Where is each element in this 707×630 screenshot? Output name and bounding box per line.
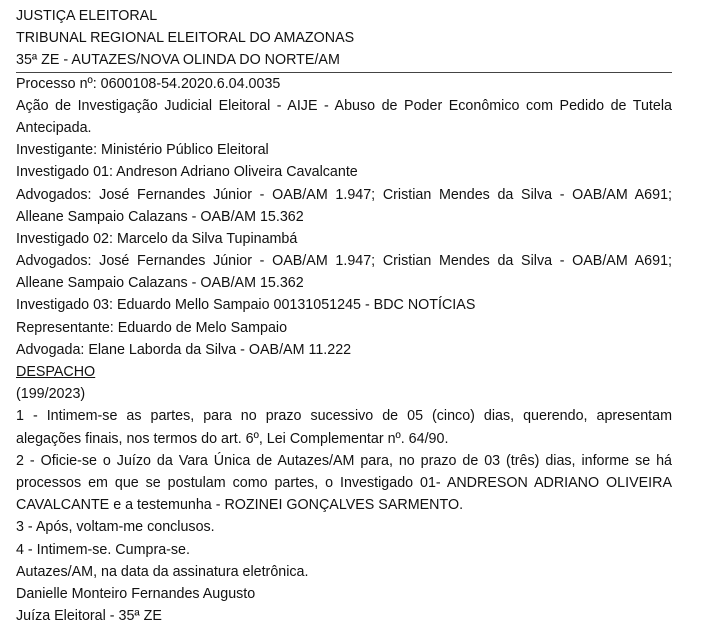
header-tribunal-name: TRIBUNAL REGIONAL ELEITORAL DO AMAZONAS	[16, 30, 355, 47]
item-1-line-1: 1 - Intimem-se as partes, para no prazo sucessivo de 05 (cinco) dias, querendo, apresentam	[16, 408, 672, 425]
investigado-03: Investigado 03: Eduardo Mello Sampaio 00131051245 - BDC NOTÍCIAS	[16, 297, 476, 314]
item-4: 4 - Intimem-se. Cumpra-se.	[16, 541, 190, 558]
place-and-date: Autazes/AM, na data da assinatura eletrônica.	[16, 563, 309, 580]
item-3: 3 - Após, voltam-me conclusos.	[16, 519, 215, 536]
representante: Representante: Eduardo de Melo Sampaio	[16, 319, 288, 336]
investigante: Investigante: Ministério Público Eleitoral	[16, 142, 269, 159]
item-2-line-2: processos em que se postulam como partes, o Investigado 01- ANDRESON ADRIANO OLIVEIRA	[16, 474, 672, 491]
advogados-02-line-1: Advogados: José Fernandes Júnior - OAB/AM 1.947; Cristian Mendes da Silva - OAB/AM A691;	[16, 253, 672, 270]
item-1-line-2: alegações finais, nos termos do art. 6º, Lei Complementar nº. 64/90.	[16, 430, 449, 447]
header-court-name: JUSTIÇA ELEITORAL	[16, 8, 158, 24]
despacho-title: DESPACHO	[16, 364, 96, 380]
advogados-02-line-2: Alleane Sampaio Calazans - OAB/AM 15.362	[16, 275, 304, 292]
header-zone-name: 35ª ZE - AUTAZES/NOVA OLINDA DO NORTE/AM	[16, 52, 340, 69]
despacho-number: (199/2023)	[16, 386, 86, 403]
investigado-02: Investigado 02: Marcelo da Silva Tupinambá	[16, 230, 298, 247]
action-type-line-1: Ação de Investigação Judicial Eleitoral - AIJE - Abuso de Poder Econômico com Pedido de Tutela	[16, 97, 672, 114]
document-page	[16, 5, 672, 627]
advogada: Advogada: Elane Laborda da Silva - OAB/AM 11.222	[16, 341, 352, 358]
item-2-line-1: 2 - Oficie-se o Juízo da Vara Única de Autazes/AM para, no prazo de 03 (três) dias, informe se há	[16, 452, 672, 469]
item-2-line-3: CAVALCANTE e a testemunha - ROZINEI GONÇALVES SARMENTO.	[16, 497, 464, 514]
advogados-01-line-1: Advogados: José Fernandes Júnior - OAB/AM 1.947; Cristian Mendes da Silva - OAB/AM A691;	[16, 186, 672, 203]
advogados-01-line-2: Alleane Sampaio Calazans - OAB/AM 15.362	[16, 208, 304, 225]
process-number: Processo nº: 0600108-54.2020.6.04.0035	[16, 75, 281, 92]
signer-role: Juíza Eleitoral - 35ª ZE	[16, 608, 162, 625]
despacho-title-row	[16, 361, 672, 383]
investigado-01: Investigado 01: Andreson Adriano Oliveira Cavalcante	[16, 164, 358, 181]
signer-name: Danielle Monteiro Fernandes Augusto	[16, 585, 256, 602]
action-type-line-2: Antecipada.	[16, 119, 92, 136]
